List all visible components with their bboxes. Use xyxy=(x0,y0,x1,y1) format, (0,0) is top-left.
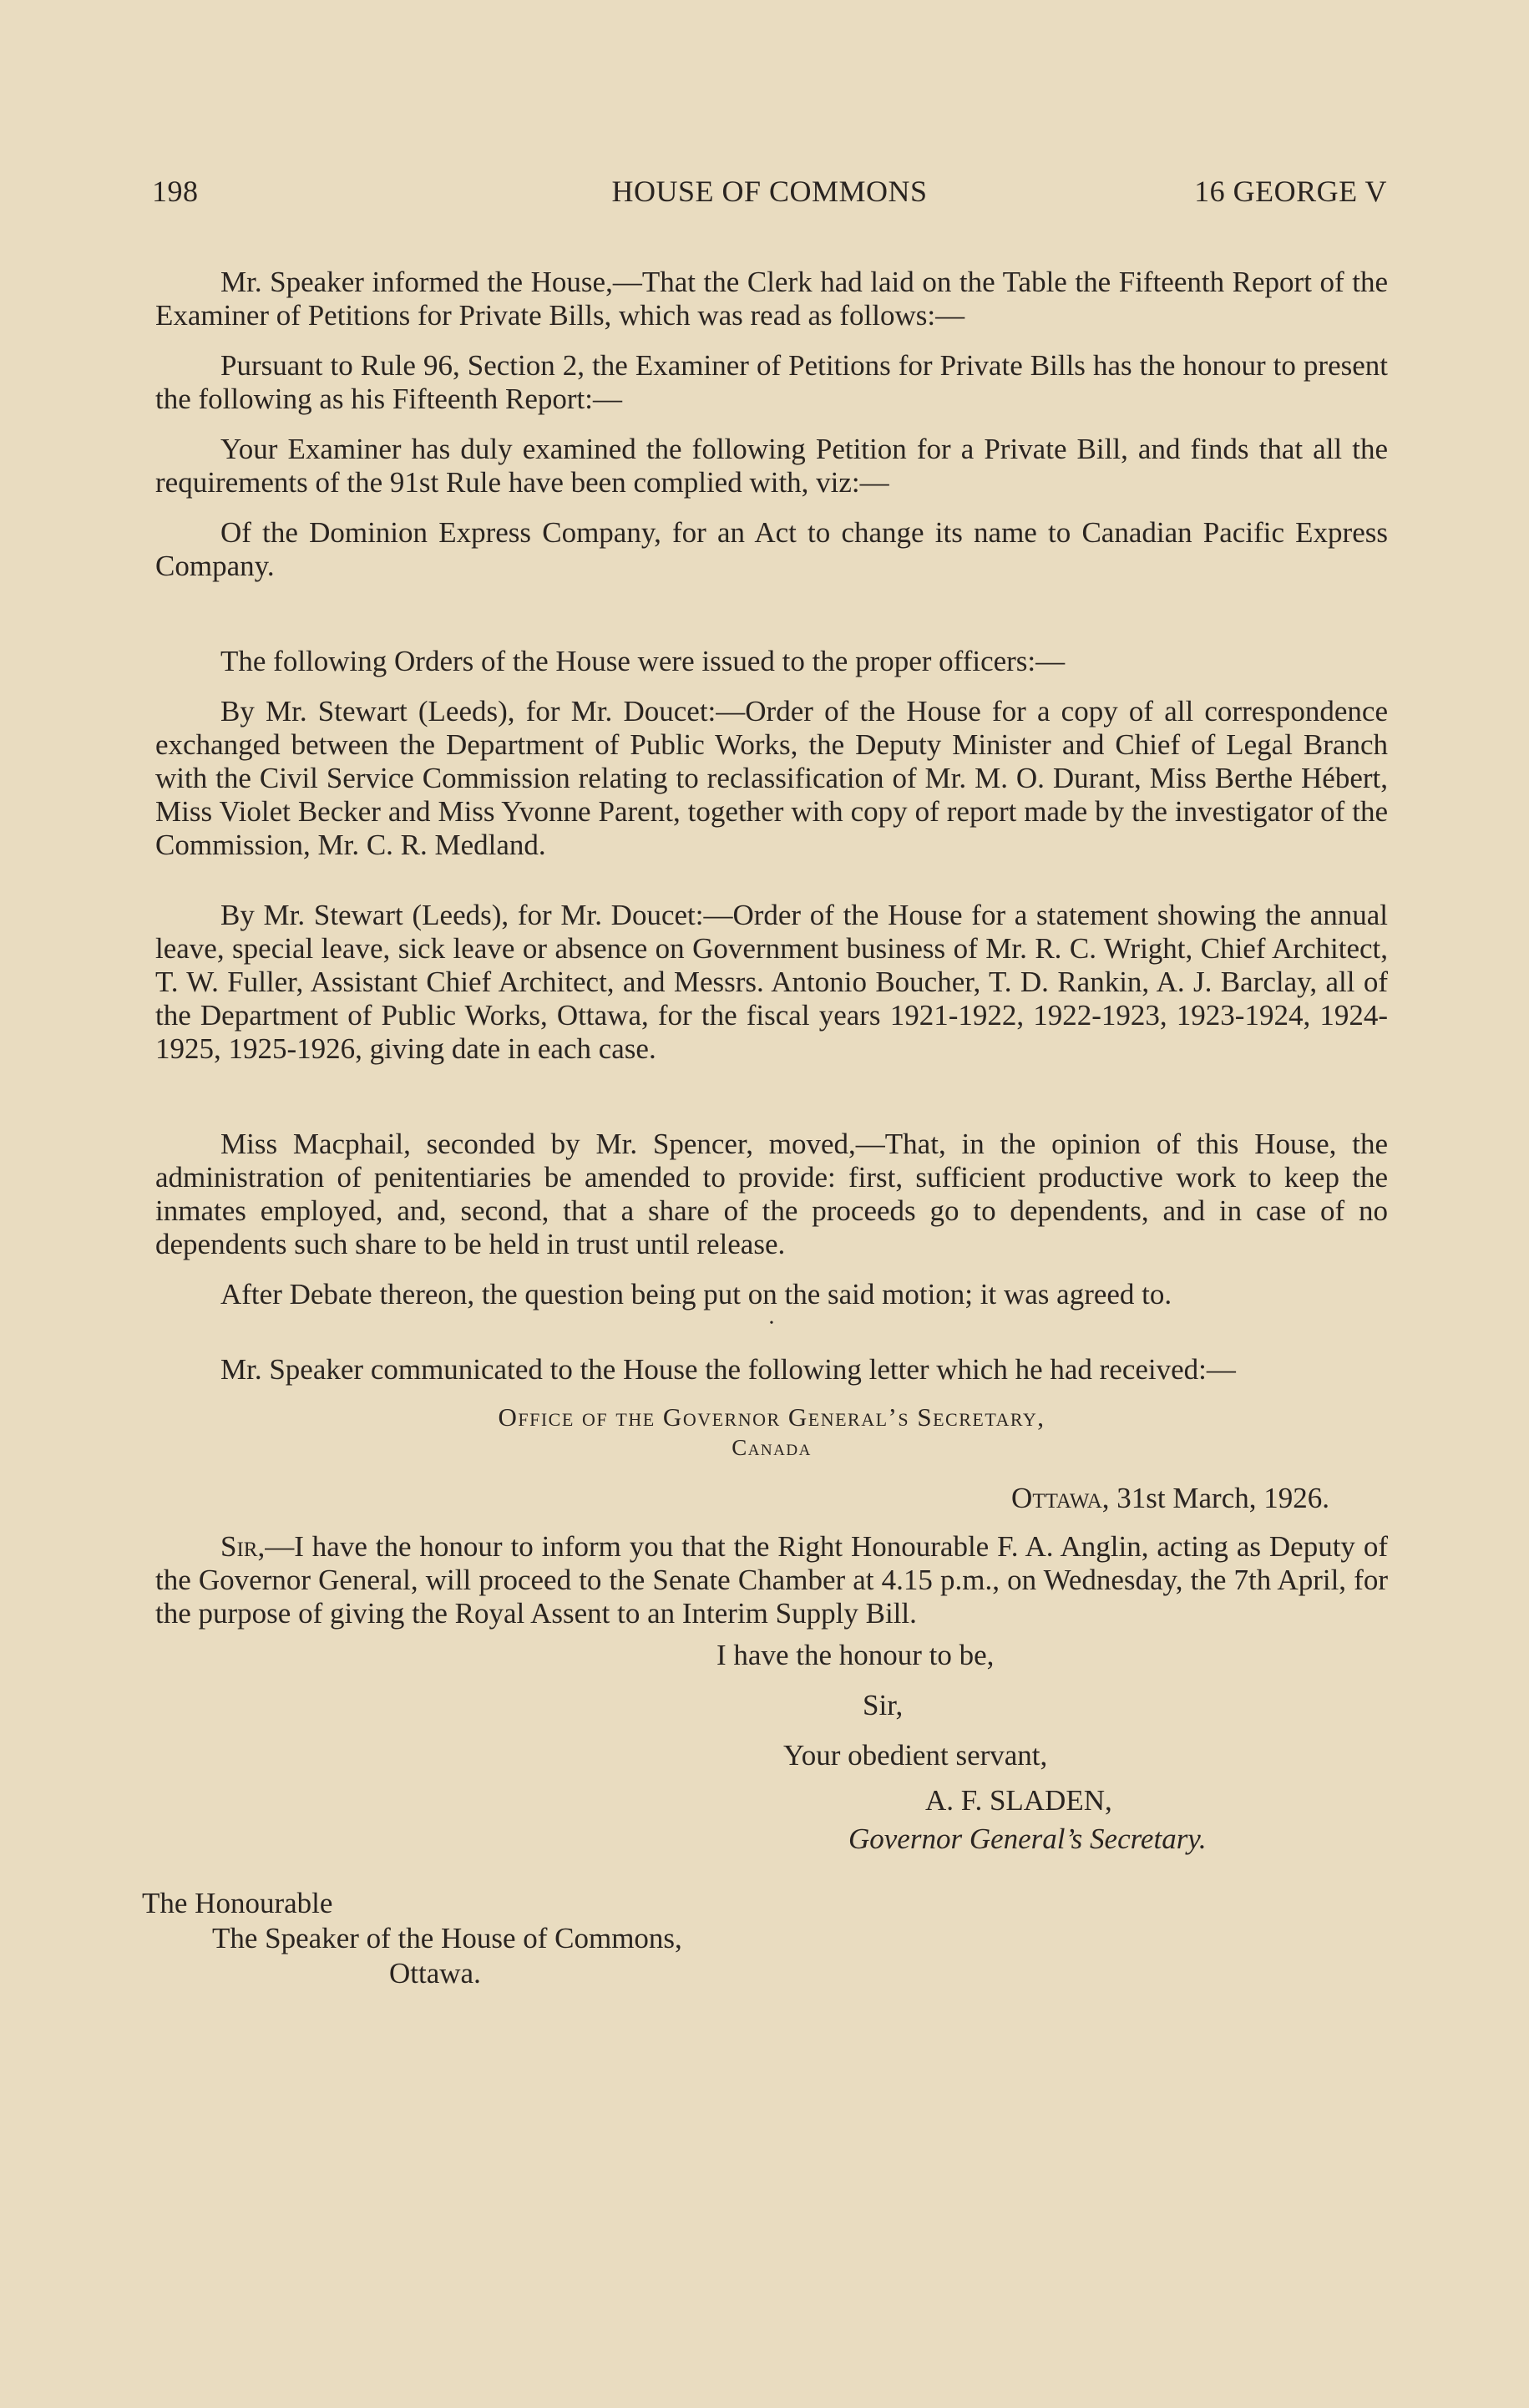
address-line-3: Ottawa. xyxy=(389,1957,481,1990)
paragraph-letter-intro: Mr. Speaker communicated to the House the following letter which he had received:— xyxy=(220,1353,1236,1386)
letter-country: Canada xyxy=(732,1435,812,1460)
letter-dateline xyxy=(155,1482,1329,1515)
page-body xyxy=(142,266,1388,1991)
regnal-year: 16 GEORGE V xyxy=(1194,175,1387,208)
paragraph-report-intro: Mr. Speaker informed the House,—That the Clerk had laid on the Table the Fifteenth Report of the Examiner of Petitions for Private Bills, which was read as follows:— xyxy=(155,266,1388,332)
letter-salutation: Sir, xyxy=(220,1530,266,1563)
paragraph-order-2: By Mr. Stewart (Leeds), for Mr. Doucet:—Order of the House for a statement showing the annual leave, special leave, sick leave or absence on Government business of Mr. R. C. Wright, Chief Architect, T. W. Fuller, Assistant Chief Architect, and Messrs. Antonio Boucher, T. D. Rankin, A. J. Barclay, all of the Department of Public Works, Ottawa, for the fiscal years 1921-1922, 1922-1923, 1923-1924, 1924-1925, 1925-1926, giving date in each case. xyxy=(155,899,1388,1065)
closing-line-3: Your obedient servant, xyxy=(783,1739,1048,1772)
address-line-1: The Honourable xyxy=(142,1887,333,1919)
separator-dot: • xyxy=(769,1317,774,1330)
paragraph-motion: Miss Macphail, seconded by Mr. Spencer, moved,—That, in the opinion of this House, the administration of penitentiaries be amended to provide: first, sufficient productive work to keep the inmates employed, and, second, that a share of the proceeds go to dependents, and in case of no dependents such share to be held in trust until release. xyxy=(155,1128,1388,1260)
signatory-name: A. F. SLADEN, xyxy=(925,1784,1112,1817)
letter-date: 31st March, 1926. xyxy=(1116,1482,1329,1514)
paragraph-rule-96: Pursuant to Rule 96, Section 2, the Examiner of Petitions for Private Bills has the honour to present the following as his Fifteenth Report:— xyxy=(155,349,1388,415)
letter-closing xyxy=(716,1630,1388,1781)
closing-line-1: I have the honour to be, xyxy=(716,1639,995,1671)
address-line-2: The Speaker of the House of Commons, xyxy=(212,1922,682,1954)
page-title: HOUSE OF COMMONS xyxy=(611,175,928,208)
paragraph-examiner: Your Examiner has duly examined the following Petition for a Private Bill, and finds that all the requirements of the 91st Rule have been complied with, viz:— xyxy=(155,433,1388,499)
paragraph-orders-intro: The following Orders of the House were issued to the proper officers:— xyxy=(220,645,1066,677)
paragraph-debate: After Debate thereon, the question being put on the said motion; it was agreed to. xyxy=(220,1278,1172,1310)
letter-body-text: —I have the honour to inform you that the Right Honourable F. A. Anglin, acting as Deputy of the Governor General, will proceed to the Senate Chamber at 4.15 p.m., on Wednesday, the 7th April, for the purpose of giving the Royal Assent to an Interim Supply Bill. xyxy=(155,1530,1388,1630)
running-header xyxy=(152,174,1387,215)
letter-office-line: Office of the Governor General’s Secretary, xyxy=(498,1402,1045,1432)
signatory-title: Governor General’s Secretary. xyxy=(848,1822,1207,1855)
closing-line-2: Sir, xyxy=(863,1689,904,1721)
letter-date-place: Ottawa, xyxy=(1011,1482,1110,1514)
paragraph-order-1: By Mr. Stewart (Leeds), for Mr. Doucet:—Order of the House for a copy of all correspondence exchanged between the Department of Public Works, the Deputy Minister and Chief of Legal Branch with the Civil Service Commission relating to reclassification of Mr. M. O. Durant, Miss Berthe Hébert, Miss Violet Becker and Miss Yvonne Parent, together with copy of report made by the investigator of the Commission, Mr. C. R. Medland. xyxy=(155,695,1388,861)
letter-body xyxy=(155,1530,1388,1630)
paragraph-petition: Of the Dominion Express Company, for an Act to change its name to Canadian Pacific Express Company. xyxy=(155,516,1388,582)
page-number: 198 xyxy=(152,175,199,208)
